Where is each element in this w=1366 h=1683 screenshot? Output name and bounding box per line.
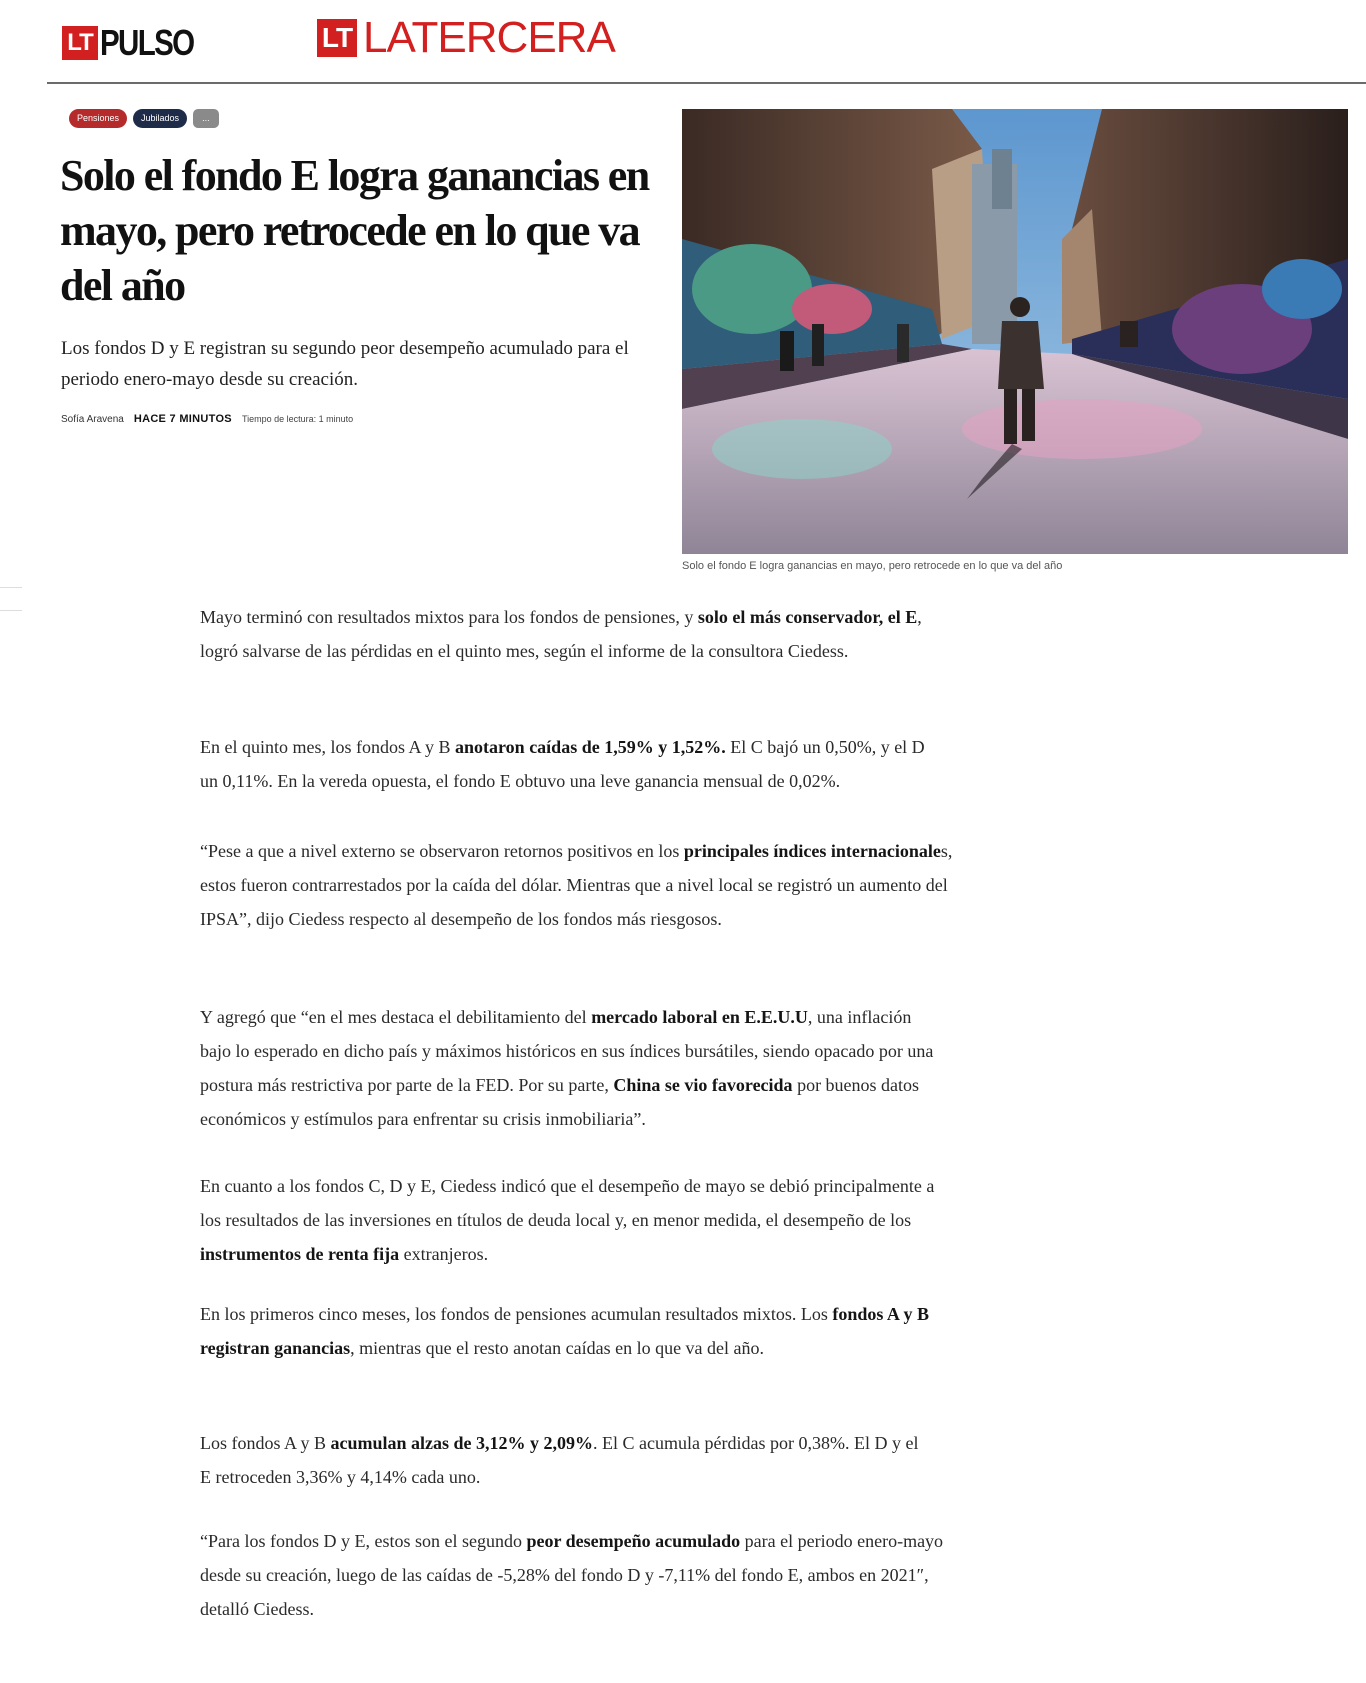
paragraph [200,1524,970,1626]
article-subtitle: Los fondos D y E registran su segundo peor desempeño acumulado para el periodo enero-mayo desde su creación. [61,338,629,390]
paragraph-bold: China se vio favorecida [613,1075,793,1095]
paragraph-text: “Pese a que a nivel externo se observaron retornos positivos en los [200,841,684,861]
paragraph-bold: principales índices internacionale [683,841,941,861]
edge-divider [0,587,22,588]
author-name[interactable]: Sofía Aravena [61,414,124,425]
image-caption: Solo el fondo E logra ganancias en mayo, pero retrocede en lo que va del año [682,560,1063,572]
paragraph-text: Los fondos A y B [200,1433,331,1453]
paragraph-text: En el quinto mes, los fondos A y B [200,737,456,757]
paragraph-text: . El C acumula pérdidas por 0,38%. El D y el E retroceden 3,36% y 4,14% cada uno. [200,1433,919,1487]
latercera-logo[interactable] [317,13,615,62]
paragraph-text: En los primeros cinco meses, los fondos de pensiones acumulan resultados mixtos. Los [200,1304,833,1324]
paragraph-text: “Para los fondos D y E, estos son el segundo [200,1531,527,1551]
reading-time: Tiempo de lectura: 1 minuto [241,414,354,424]
paragraph-bold: fondos A y B registran ganancias [200,1304,929,1358]
byline [61,413,353,425]
latercera-logo-lt: LT [317,19,357,57]
paragraph-text: , mientras que el resto anotan caídas en lo que va del año. [350,1338,765,1358]
paragraph-text: Y agregó que “en el mes destaca el debilitamiento del [200,1007,592,1027]
hero-image [682,109,1348,554]
paragraph-text: para el periodo enero-mayo desde su creación, luego de las caídas de -5,28% del fondo D y -7,11% del fondo E, ambos en 2021″, detalló Ciedess. [200,1531,944,1619]
paragraph-text: por buenos datos económicos y estímulos para enfrentar su crisis inmobiliaria”. [200,1075,920,1129]
paragraph [200,1000,942,1136]
paragraph-text: , logró salvarse de las pérdidas en el quinto mes, según el informe de la consultora Ciedess. [200,607,922,661]
paragraph [200,1297,948,1365]
article-title: Solo el fondo E logra ganancias en mayo, pero retrocede en lo que va del año [60,151,649,310]
site-header [47,0,1366,84]
paragraph-bold: peor desempeño acumulado [526,1531,741,1551]
edge-divider [0,610,22,611]
paragraph-text: s, estos fueron contrarrestados por la caída del dólar. Mientras que a nivel local se registró un aumento del IPSA”, dijo Ciedess respecto al desempeño de los fondos más riesgosos. [200,841,953,929]
paragraph-text: extranjeros. [399,1244,489,1264]
paragraph-bold: anotaron caídas de 1,59% y 1,52%. [455,737,726,757]
paragraph [200,1169,950,1271]
paragraph-bold: solo el más conservador, el E [697,607,918,627]
latercera-logo-word: LATERCERA [363,13,615,62]
tag-pensiones[interactable]: Pensiones [69,109,127,128]
pulso-logo[interactable] [62,22,214,63]
tag-jubilados[interactable]: Jubilados [133,109,187,128]
pulso-logo-word: PULSO [100,22,194,63]
paragraph-bold: mercado laboral en E.E.U.U [591,1007,808,1027]
paragraph [200,1426,920,1494]
tag-more-button[interactable]: ... [193,109,219,128]
paragraph-text: , una inflación bajo lo esperado en dicho país y máximos históricos en sus índices bursátiles, siendo opacado por una postura más restrictiva por parte de la FED. Por su parte, [200,1007,934,1095]
paragraph [200,600,960,668]
paragraph-bold: acumulan alzas de 3,12% y 2,09% [330,1433,594,1453]
article-tags [69,109,219,128]
paragraph [200,730,940,798]
time-ago: HACE 7 MINUTOS [133,413,232,425]
paragraph-text: El C bajó un 0,50%, y el D un 0,11%. En la vereda opuesta, el fondo E obtuvo una leve ganancia mensual de 0,02%. [200,737,925,791]
paragraph-text: En cuanto a los fondos C, D y E, Ciedess indicó que el desempeño de mayo se debió principalmente a los resultados de las inversiones en títulos de deuda local y, en menor medida, el desempeño de los [200,1176,935,1230]
paragraph-text: Mayo terminó con resultados mixtos para los fondos de pensiones, y [200,607,698,627]
paragraph-bold: instrumentos de renta fija [200,1244,400,1264]
pulso-logo-lt: LT [62,26,98,60]
paragraph [200,834,960,936]
